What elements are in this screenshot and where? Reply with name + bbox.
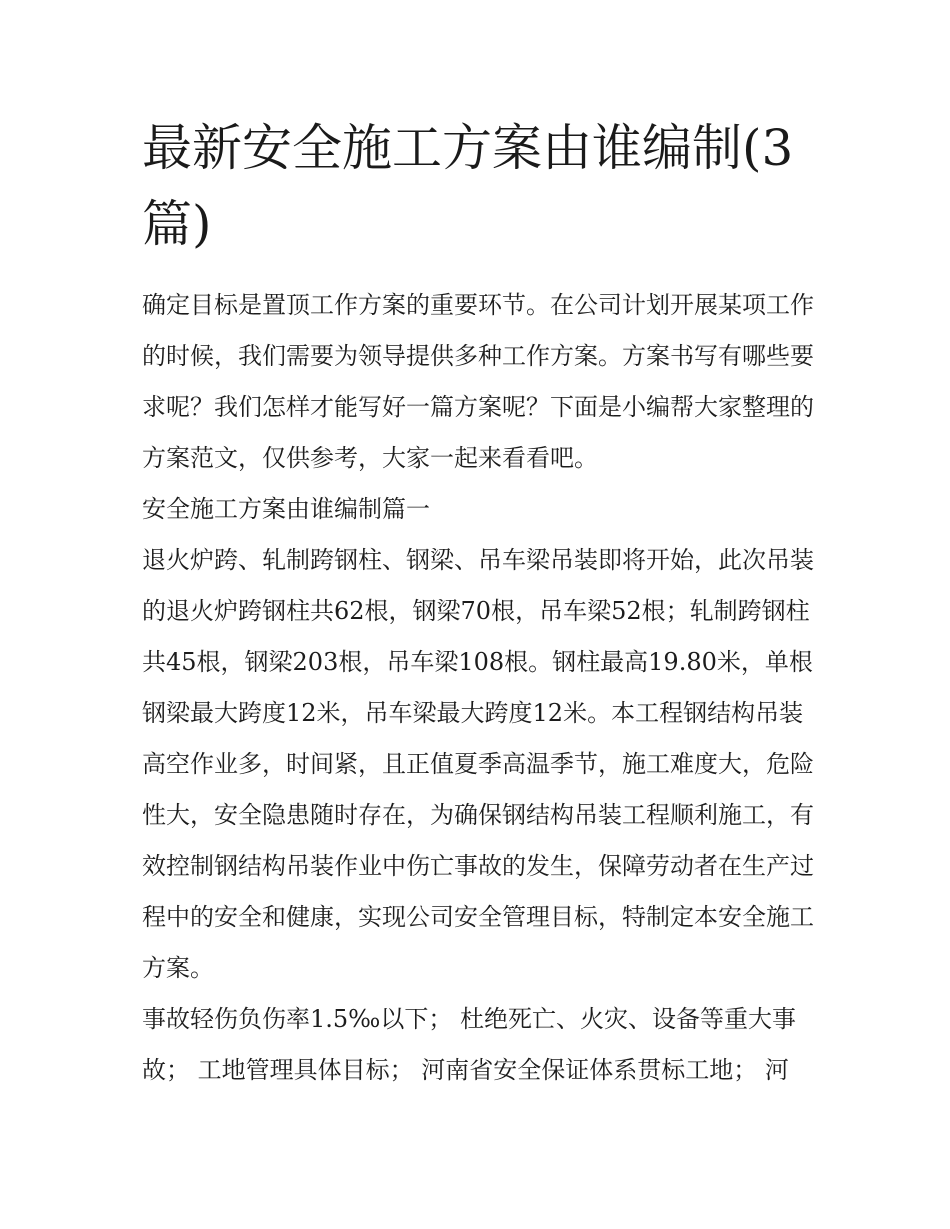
intro-paragraph: 确定目标是置顶工作方案的重要环节。在公司计划开展某项工作的时候，我们需要为领导提供多种工作方案。方案书写有哪些要求呢？我们怎样才能写好一篇方案呢？下面是小编帮大家整理的方案范文，仅供参考，大家一起来看看吧。 bbox=[142, 291, 814, 472]
section-heading: 安全施工方案由谁编制篇一 bbox=[142, 495, 430, 523]
goals-paragraph: 事故轻伤负伤率1.5‰以下； 杜绝死亡、火灾、设备等重大事故； 工地管理具体目标； 河南省安全保证体系贯标工地； 河 bbox=[142, 1005, 796, 1084]
document-body bbox=[142, 280, 814, 1096]
document-title: 最新安全施工方案由谁编制(3篇) bbox=[142, 119, 794, 253]
project-paragraph: 退火炉跨、轧制跨钢柱、钢梁、吊车梁吊装即将开始，此次吊装的退火炉跨钢柱共62根，钢梁70根，吊车梁52根；轧制跨钢柱共45根，钢梁203根，吊车梁108根。钢柱最高19.80米，单根钢梁最大跨度12米，吊车梁最大跨度12米。本工程钢结构吊装高空作业多，时间紧，且正值夏季高温季节，施工难度大，危险性大，安全隐患随时存在，为确保钢结构吊装工程顺利施工，有效控制钢结构吊装作业中伤亡事故的发生，保障劳动者在生产过程中的安全和健康，实现公司安全管理目标，特制定本安全施工方案。 bbox=[142, 546, 814, 982]
